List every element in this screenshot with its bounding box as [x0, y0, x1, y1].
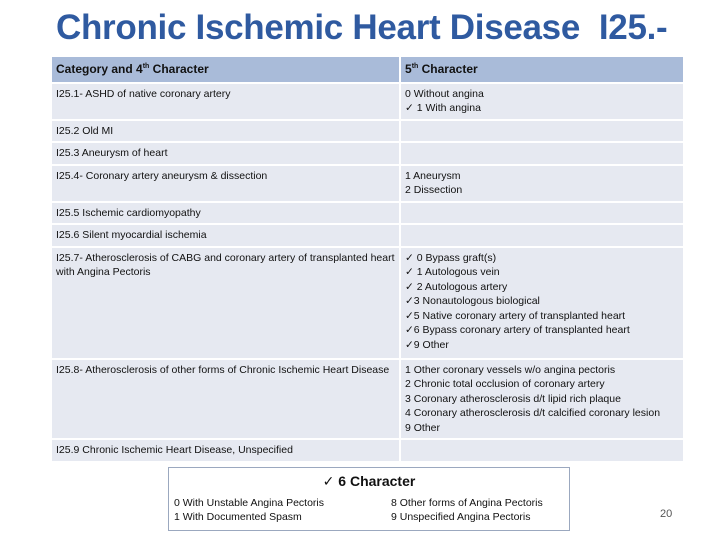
category-cell: I25.7- Atherosclerosis of CABG and coronary artery of transplanted heart with Angina Pectoris: [51, 247, 400, 359]
table-row: [51, 165, 684, 202]
header-category-4th: Category and 4th Character: [51, 56, 400, 83]
fifth-cell: [400, 142, 684, 165]
fifth-cell: [400, 202, 684, 225]
sixth-character-box: [168, 467, 570, 531]
category-cell: I25.2 Old MI: [51, 120, 400, 143]
fifth-option: ✓9 Other: [405, 338, 449, 351]
fifth-cell: [400, 247, 684, 359]
fifth-cell: [400, 359, 684, 440]
fifth-option: 2 Chronic total occlusion of coronary artery: [405, 378, 605, 390]
fifth-option: 1 Other coronary vessels w/o angina pectoris: [405, 363, 616, 376]
fifth-cell: [400, 83, 684, 120]
code-table: [50, 55, 685, 463]
sixth-character-title: ✓ 6 Character: [322, 473, 416, 489]
sixth-left-options: [174, 496, 324, 524]
sixth-option: 1 With Documented Spasm: [174, 511, 302, 523]
fifth-option: 3 Coronary atherosclerosis d/t lipid rich plaque: [405, 392, 621, 405]
fifth-cell: [400, 165, 684, 202]
fifth-option: ✓5 Native coronary artery of transplanted heart: [405, 309, 626, 322]
page-number: 20: [660, 508, 673, 520]
fifth-option: 9 Other: [405, 421, 441, 434]
fifth-option: 2 Dissection: [405, 184, 463, 196]
sixth-right-options: [391, 496, 543, 524]
table-row: [51, 224, 684, 247]
fifth-option: ✓6 Bypass coronary artery of transplanted heart: [405, 324, 630, 336]
fifth-option: 1 Aneurysm: [405, 169, 461, 182]
page-title: Chronic Ischemic Heart Disease I25.-: [56, 8, 668, 47]
fifth-cell: [400, 224, 684, 247]
fifth-option: 4 Coronary atherosclerosis d/t calcified coronary lesion: [405, 407, 661, 419]
fifth-cell: [400, 120, 684, 143]
table-row: [51, 247, 684, 359]
category-cell: I25.1- ASHD of native coronary artery: [51, 83, 400, 120]
category-cell: I25.9 Chronic Ischemic Heart Disease, Unspecified: [51, 439, 400, 462]
table-row: [51, 83, 684, 120]
category-cell: I25.5 Ischemic cardiomyopathy: [51, 202, 400, 225]
header-5th-character: 5th Character: [400, 56, 684, 83]
category-cell: I25.4- Coronary artery aneurysm & dissection: [51, 165, 400, 202]
table-row: [51, 120, 684, 143]
table-row: [51, 142, 684, 165]
sixth-option: 9 Unspecified Angina Pectoris: [391, 511, 531, 523]
table-row: [51, 202, 684, 225]
fifth-option: ✓ 0 Bypass graft(s): [405, 251, 497, 264]
sixth-option: 0 With Unstable Angina Pectoris: [174, 497, 324, 509]
category-cell: I25.3 Aneurysm of heart: [51, 142, 400, 165]
category-cell: I25.6 Silent myocardial ischemia: [51, 224, 400, 247]
table-row: [51, 439, 684, 462]
fifth-option: ✓ 1 With angina: [405, 102, 481, 114]
fifth-option: ✓3 Nonautologous biological: [405, 295, 540, 307]
table-header-row: [51, 56, 684, 83]
fifth-option: ✓ 1 Autologous vein: [405, 266, 500, 278]
fifth-option: 0 Without angina: [405, 87, 484, 100]
table-row: [51, 359, 684, 440]
category-cell: I25.8- Atherosclerosis of other forms of Chronic Ischemic Heart Disease: [51, 359, 400, 440]
sixth-option: 8 Other forms of Angina Pectoris: [391, 497, 543, 509]
fifth-cell: [400, 439, 684, 462]
fifth-option: ✓ 2 Autologous artery: [405, 280, 508, 293]
